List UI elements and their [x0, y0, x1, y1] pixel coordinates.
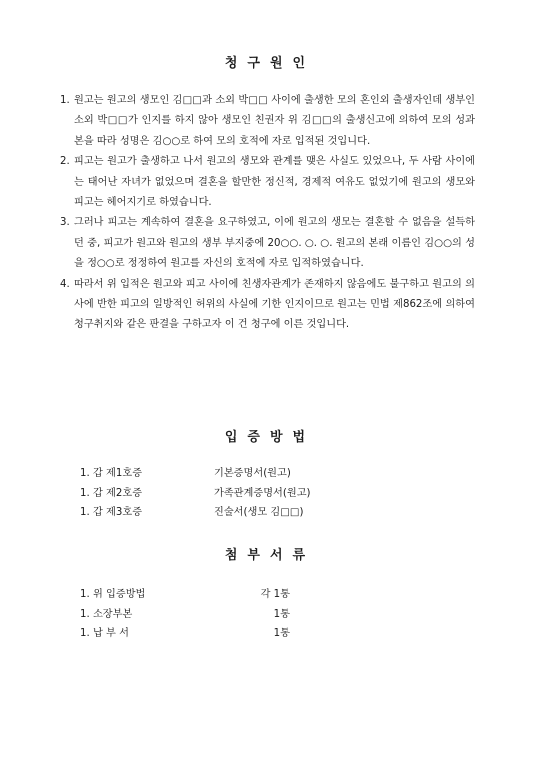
attachment-label: 1. 소장부본 — [80, 608, 133, 620]
attachment-row — [80, 585, 420, 605]
claim-text: 피고는 원고가 출생하고 나서 원고의 생모와 관계를 맺은 사실도 있었으나, 두 사람 사이에는 태어난 자녀가 없었으며 결혼을 할만한 정신적, 경제적 여유도 없었기에 원고의 생모와 피고는 헤어지기로 하였습니다. — [74, 156, 475, 209]
claim-text: 따라서 위 입적은 원고와 피고 사이에 친생자관계가 존재하지 않음에도 불구하고 원고의 의사에 반한 피고의 일방적인 허위의 사실에 기한 인지이므로 원고는 민법 제862조에 의하여 청구취지와 같은 판결을 구하고자 이 건 청구에 이른 것입니다. — [74, 278, 475, 331]
claim-item — [60, 213, 475, 274]
claim-item — [60, 91, 475, 152]
attachment-count: 각 1통 — [260, 589, 290, 600]
evidence-label: 1. 갑 제3호증 — [80, 507, 143, 518]
evidence-row — [80, 503, 420, 523]
claim-number: 3. — [60, 217, 70, 229]
attachment-row — [80, 624, 420, 644]
claim-item — [60, 152, 475, 213]
attachment-count: 1통 — [273, 628, 290, 639]
claim-number: 1. — [60, 95, 70, 106]
attachment-row — [80, 605, 420, 625]
claim-number: 4. — [60, 278, 70, 290]
claim-item — [60, 275, 475, 336]
evidence-value: 진술서(생모 김□□) — [214, 507, 304, 518]
claim-list — [60, 91, 475, 336]
evidence-label: 1. 갑 제1호증 — [80, 468, 143, 479]
attachments-list — [80, 585, 420, 644]
evidence-row — [80, 484, 420, 504]
attachment-label: 1. 납 부 서 — [80, 628, 129, 639]
evidence-value: 가족관계증명서(원고) — [214, 487, 311, 499]
claim-text: 원고는 원고의 생모인 김□□과 소외 박□□ 사이에 출생한 모의 혼인외 출생자인데 생부인 소외 박□□가 인지를 하지 않아 생모인 친권자 위 김□□의 출생신고에 의하여 모의 성과 본을 따라 성명은 김○○로 하여 모의 호적에 자로 입적된 것입니다. — [74, 95, 475, 147]
evidence-label: 1. 갑 제2호증 — [80, 487, 143, 499]
cause-heading: 청구원인 — [224, 56, 316, 71]
evidence-row — [80, 464, 420, 484]
claim-text: 그러나 피고는 계속하여 결혼을 요구하였고, 이에 원고의 생모는 결혼할 수 없음을 설득하던 중, 피고가 원고와 원고의 생부 부지중에 20○○. ○. ○. 원고의 본래 이름인 김○○의 성을 정○○로 정정하여 원고를 자신의 호적에 자로 입적하였습니다. — [74, 217, 475, 270]
evidence-list — [80, 464, 420, 523]
claim-number: 2. — [60, 156, 70, 168]
attachments-heading: 첨부서류 — [224, 548, 316, 563]
attachment-count: 1통 — [273, 608, 290, 620]
evidence-heading: 입증방법 — [224, 430, 316, 445]
evidence-value: 기본증명서(원고) — [214, 468, 291, 479]
attachment-label: 1. 위 입증방법 — [80, 589, 146, 600]
